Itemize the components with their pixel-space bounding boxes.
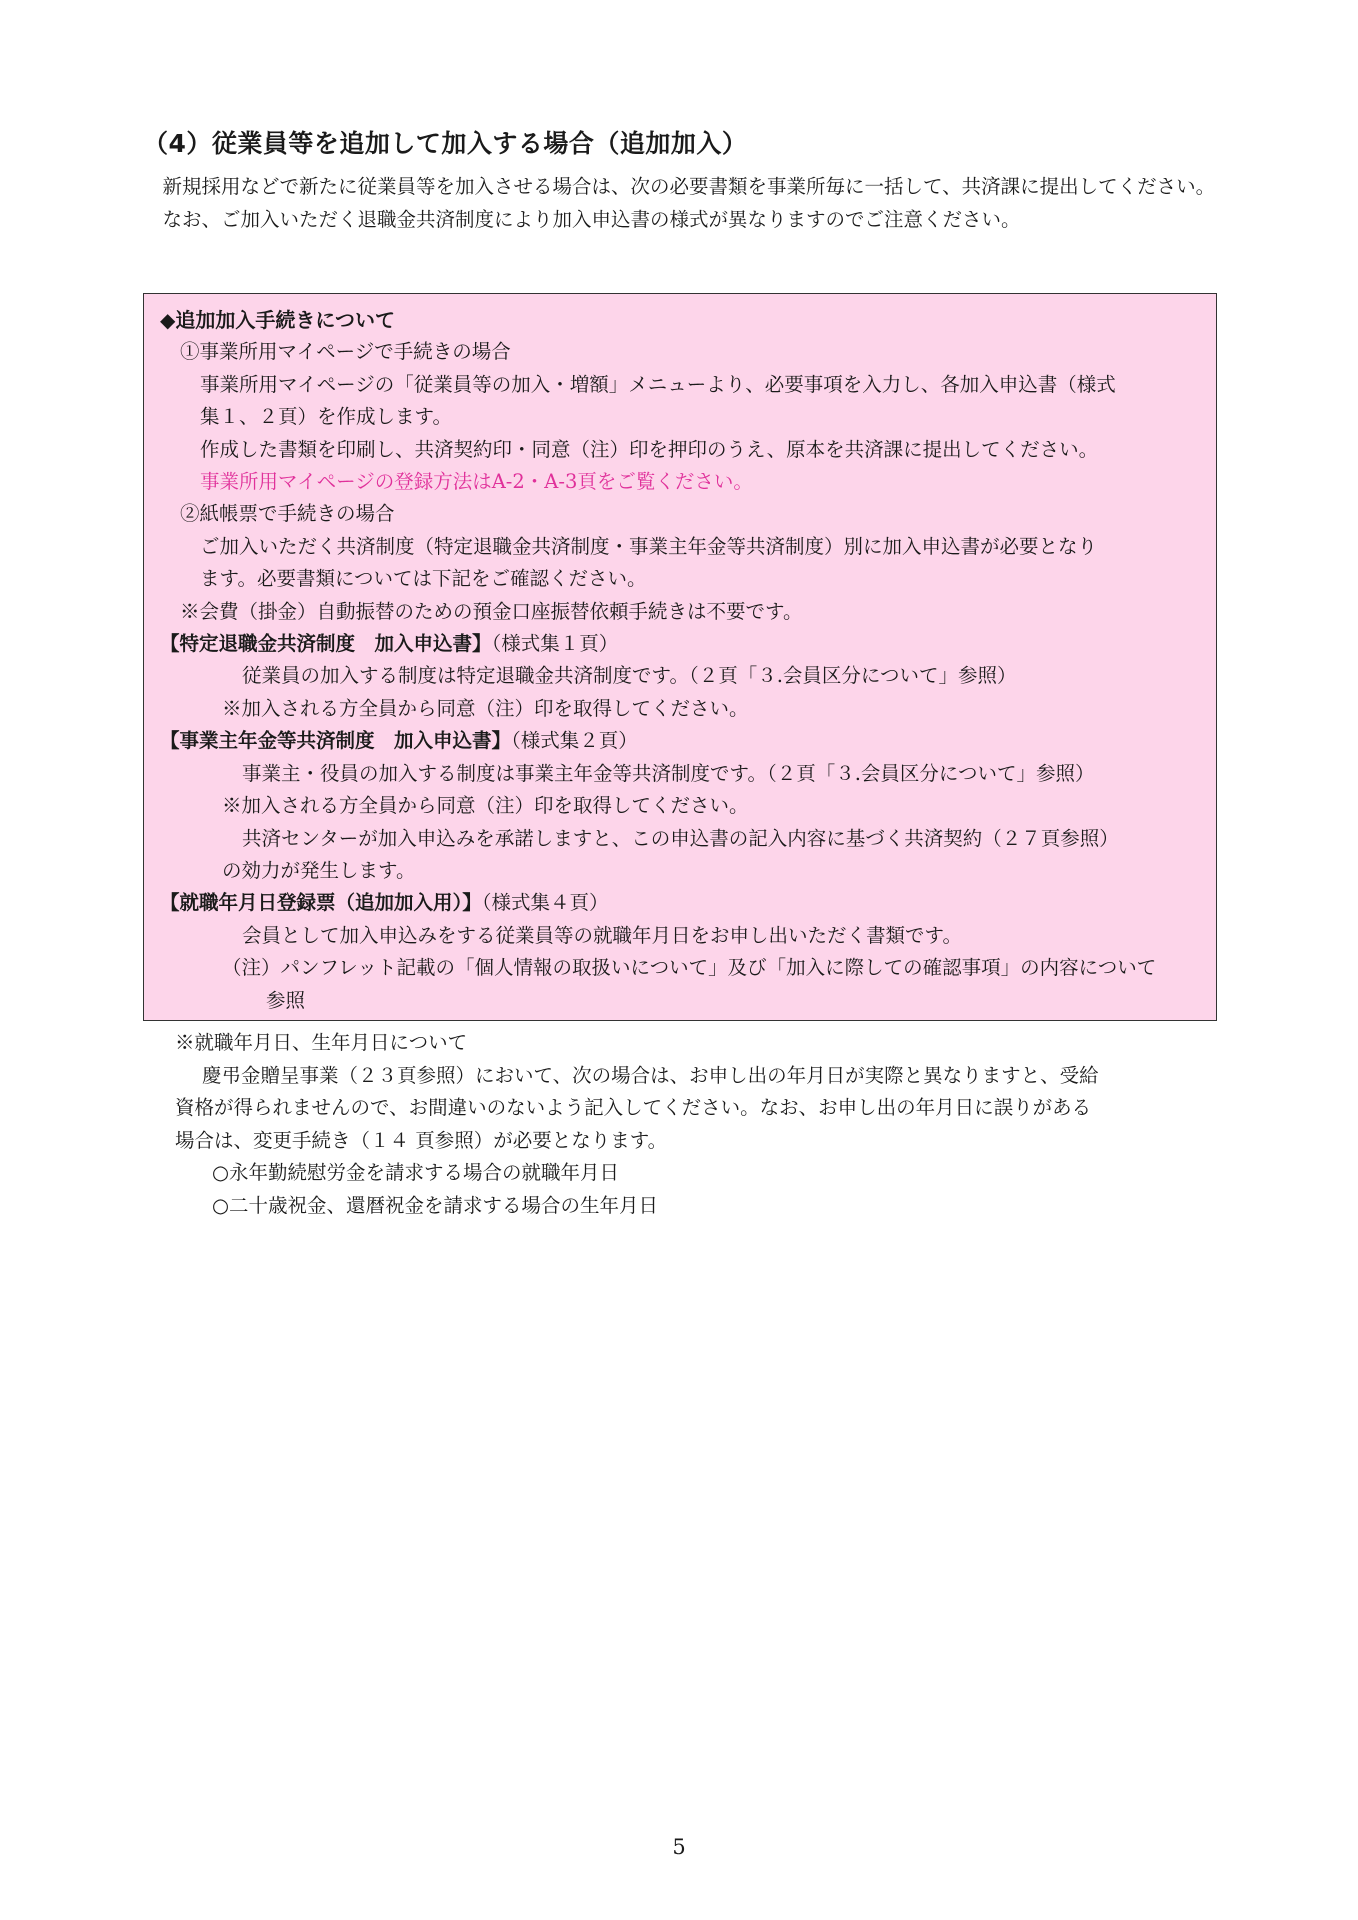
date-notes-title: ※就職年月日、生年月日について bbox=[175, 1031, 468, 1054]
mypage-line: 作成した書類を印刷し、共済契約印・同意（注）印を押印のうえ、原本を共済課に提出してください。 bbox=[200, 437, 1099, 461]
intro-paragraph: 新規採用などで新たに従業員等を加入させる場合は、次の必要書類を事業所毎に一括して、共済課に提出してください。 bbox=[162, 175, 1216, 198]
footnote: （注）パンフレット記載の「個人情報の取扱いについて」及び「加入に際しての確認事項」の内容について bbox=[222, 956, 1157, 980]
form-section-line: の効力が発生します。 bbox=[222, 858, 416, 882]
form-section-line: 共済センターが加入申込みを承諾しますと、この申込書の記入内容に基づく共済契約（２７頁参照） bbox=[242, 826, 1119, 850]
form-section-title: 【事業主年金等共済制度 加入申込書】 bbox=[160, 729, 512, 753]
intro-paragraph: なお、ご加入いただく退職金共済制度により加入申込書の様式が異なりますのでご注意ください。 bbox=[162, 208, 1021, 231]
section-heading: （4）従業員等を追加して加入する場合（追加加入） bbox=[143, 129, 748, 158]
form-section-ref: （様式集４頁） bbox=[481, 891, 609, 915]
footnote: 参照 bbox=[266, 988, 306, 1012]
form-section-line: 従業員の加入する制度は特定退職金共済制度です。（２頁「３.会員区分について」参照） bbox=[242, 664, 1017, 688]
page-number: 5 bbox=[672, 1835, 686, 1859]
date-notes bbox=[175, 1027, 1225, 1222]
form-section-3 bbox=[160, 887, 1200, 919]
form-section-ref: （様式集１頁） bbox=[491, 632, 619, 656]
mypage-line: 事業所用マイページの「従業員等の加入・増額」メニューより、必要事項を入力し、各加入申込書（様式 bbox=[200, 372, 1116, 396]
date-notes-line: 慶弔金贈呈事業（２３頁参照）において、次の場合は、お申し出の年月日が実際と異なりますと、受給 bbox=[202, 1063, 1099, 1087]
form-section-note: ※加入される方全員から同意（注）印を取得してください。 bbox=[222, 794, 749, 818]
form-section-title: 【就職年月日登録票（追加加入用）】 bbox=[160, 891, 482, 915]
form-section-2 bbox=[160, 725, 1200, 757]
date-notes-bullet: ○二十歳祝金、還暦祝金を請求する場合の生年月日 bbox=[212, 1193, 659, 1217]
procedure-box bbox=[143, 293, 1217, 1021]
paper-line: ます。必要書類については下記をご確認ください。 bbox=[200, 567, 647, 591]
mypage-title: ①事業所用マイページで手続きの場合 bbox=[180, 340, 511, 364]
form-section-line: 事業主・役員の加入する制度は事業主年金等共済制度です。（２頁「３.会員区分について」参照） bbox=[242, 761, 1095, 785]
box-title: ◆追加加入手続きについて bbox=[160, 308, 395, 332]
form-section-1 bbox=[160, 628, 1200, 660]
paper-note: ※会費（掛金）自動振替のための預金口座振替依頼手続きは不要です。 bbox=[180, 599, 803, 623]
date-notes-bullet: ○永年勤続慰労金を請求する場合の就職年月日 bbox=[212, 1161, 620, 1184]
form-section-note: ※加入される方全員から同意（注）印を取得してください。 bbox=[222, 696, 749, 720]
date-notes-line: 資格が得られませんので、お間違いのないよう記入してください。なお、お申し出の年月日に誤りがある bbox=[175, 1096, 1092, 1119]
form-section-ref: （様式集２頁） bbox=[511, 729, 638, 753]
mypage-registration-note: 事業所用マイページの登録方法はA-2・A-3頁をご覧ください。 bbox=[200, 470, 753, 494]
date-notes-line: 場合は、変更手続き（１４ 頁参照）が必要となります。 bbox=[175, 1128, 668, 1152]
paper-line: ご加入いただく共済制度（特定退職金共済制度・事業主年金等共済制度）別に加入申込書が必要となり bbox=[200, 534, 1098, 558]
intro-text bbox=[143, 170, 1223, 236]
mypage-line: 集１、２頁）を作成します。 bbox=[200, 405, 452, 429]
paper-title: ②紙帳票で手続きの場合 bbox=[180, 502, 395, 526]
form-section-line: 会員として加入申込みをする従業員等の就職年月日をお申し出いただく書類です。 bbox=[242, 923, 962, 947]
form-section-title: 【特定退職金共済制度 加入申込書】 bbox=[160, 632, 492, 656]
